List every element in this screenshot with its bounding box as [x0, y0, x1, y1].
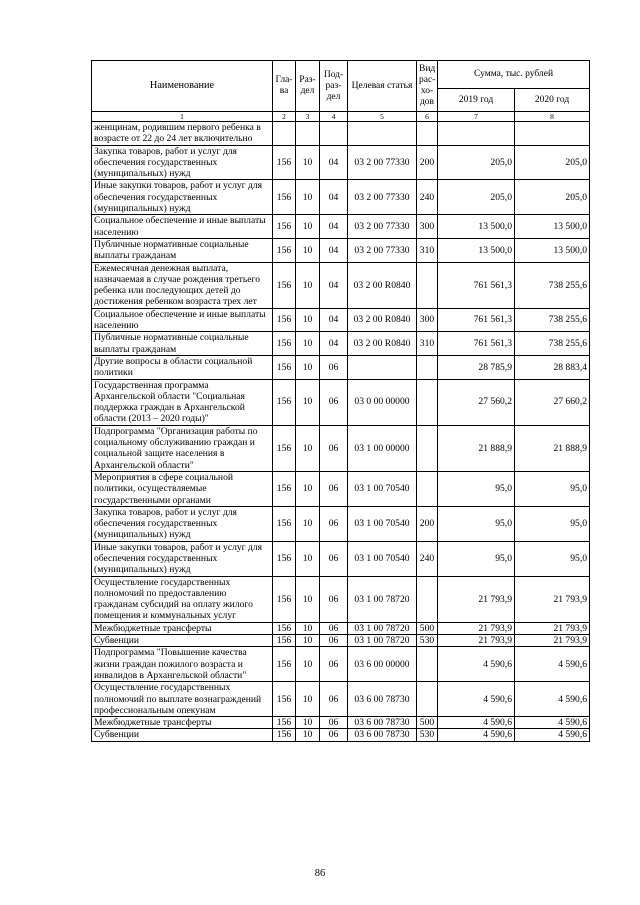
table-row	[92, 262, 590, 308]
row-razdel-cell: 10	[296, 145, 320, 180]
row-2019-cell: 4 590,6	[438, 729, 515, 741]
row-name-cell: женщинам, родившим первого ребенка в возрасте от 22 до 24 лет включительно	[92, 122, 273, 146]
row-vid-cell: 530	[417, 729, 438, 741]
row-razdel-cell	[296, 122, 320, 146]
row-podrazdel-cell: 06	[320, 576, 348, 622]
row-target-cell	[348, 122, 417, 146]
table-row	[92, 717, 590, 729]
header-podrazdel: Под-раз-дел	[320, 61, 348, 112]
row-2020-cell: 21 888,9	[515, 425, 590, 471]
row-2020-cell: 4 590,6	[515, 717, 590, 729]
row-razdel-cell: 10	[296, 622, 320, 634]
row-name-cell: Социальное обеспечение и иные выплаты населению	[92, 215, 273, 239]
row-podrazdel-cell: 06	[320, 355, 348, 379]
row-name-cell: Публичные нормативные социальные выплаты гражданам	[92, 332, 273, 356]
row-2019-cell: 761 561,3	[438, 262, 515, 308]
table-row	[92, 576, 590, 622]
row-target-cell: 03 1 00 70540	[348, 541, 417, 576]
row-target-cell: 03 1 00 70540	[348, 506, 417, 541]
row-glava-cell: 156	[273, 682, 296, 717]
header-vid: Вид рас-хо-дов	[417, 61, 438, 112]
row-vid-cell	[417, 262, 438, 308]
table-row	[92, 506, 590, 541]
row-2019-cell: 205,0	[438, 180, 515, 215]
row-2020-cell: 27 660,2	[515, 379, 590, 425]
row-2019-cell: 4 590,6	[438, 682, 515, 717]
row-2019-cell: 13 500,0	[438, 215, 515, 239]
row-glava-cell: 156	[273, 647, 296, 682]
table-row	[92, 308, 590, 332]
row-name-cell: Подпрограмма "Повышение качества жизни граждан пожилого возраста и инвалидов в Архангельской области"	[92, 647, 273, 682]
row-podrazdel-cell: 06	[320, 471, 348, 506]
row-vid-cell	[417, 425, 438, 471]
row-name-cell: Межбюджетные трансферты	[92, 717, 273, 729]
row-target-cell: 03 1 00 70540	[348, 471, 417, 506]
row-2020-cell: 738 255,6	[515, 262, 590, 308]
row-2019-cell: 21 793,9	[438, 635, 515, 647]
row-target-cell: 03 2 00 R0840	[348, 332, 417, 356]
row-2020-cell: 205,0	[515, 180, 590, 215]
row-target-cell: 03 2 00 77330	[348, 145, 417, 180]
row-target-cell: 03 6 00 78730	[348, 717, 417, 729]
row-name-cell: Социальное обеспечение и иные выплаты населению	[92, 308, 273, 332]
row-2019-cell: 4 590,6	[438, 647, 515, 682]
row-target-cell: 03 2 00 77330	[348, 180, 417, 215]
row-2020-cell: 4 590,6	[515, 647, 590, 682]
row-glava-cell: 156	[273, 729, 296, 741]
row-podrazdel-cell: 06	[320, 379, 348, 425]
row-razdel-cell: 10	[296, 425, 320, 471]
row-2020-cell: 738 255,6	[515, 332, 590, 356]
row-glava-cell: 156	[273, 145, 296, 180]
row-glava-cell: 156	[273, 332, 296, 356]
header-name: Наименование	[92, 61, 273, 112]
page-number: 86	[314, 868, 326, 879]
row-target-cell: 03 2 00 R0840	[348, 308, 417, 332]
table-row	[92, 682, 590, 717]
row-podrazdel-cell: 04	[320, 238, 348, 262]
column-number: 5	[348, 112, 417, 122]
row-podrazdel-cell: 06	[320, 541, 348, 576]
row-2020-cell: 95,0	[515, 506, 590, 541]
row-glava-cell: 156	[273, 635, 296, 647]
row-glava-cell: 156	[273, 425, 296, 471]
header-year-2020: 2020 год	[515, 89, 590, 112]
row-2020-cell: 738 255,6	[515, 308, 590, 332]
row-glava-cell: 156	[273, 308, 296, 332]
row-vid-cell	[417, 355, 438, 379]
column-number-row	[92, 112, 590, 122]
row-name-cell: Осуществление государственных полномочий по предоставлению гражданам субсидий на оплату жилого помещения и коммунальных услуг	[92, 576, 273, 622]
table-row	[92, 379, 590, 425]
row-glava-cell: 156	[273, 541, 296, 576]
row-2019-cell: 27 560,2	[438, 379, 515, 425]
row-2019-cell	[438, 122, 515, 146]
row-podrazdel-cell: 06	[320, 622, 348, 634]
row-podrazdel-cell: 04	[320, 308, 348, 332]
row-name-cell: Закупка товаров, работ и услуг для обеспечения государственных (муниципальных) нужд	[92, 145, 273, 180]
row-razdel-cell: 10	[296, 332, 320, 356]
table-row	[92, 355, 590, 379]
row-glava-cell: 156	[273, 238, 296, 262]
header-glava: Гла-ва	[273, 61, 296, 112]
row-2019-cell: 21 793,9	[438, 576, 515, 622]
row-target-cell: 03 2 00 77330	[348, 215, 417, 239]
header-razdel: Раз-дел	[296, 61, 320, 112]
row-target-cell: 03 2 00 R0840	[348, 262, 417, 308]
row-podrazdel-cell: 04	[320, 215, 348, 239]
row-name-cell: Государственная программа Архангельской области "Социальная поддержка граждан в Архангельской области (2013 – 2020 годы)"	[92, 379, 273, 425]
row-glava-cell: 156	[273, 471, 296, 506]
row-vid-cell: 240	[417, 180, 438, 215]
row-target-cell: 03 0 00 00000	[348, 379, 417, 425]
row-glava-cell: 156	[273, 180, 296, 215]
row-razdel-cell: 10	[296, 647, 320, 682]
table-row	[92, 635, 590, 647]
row-razdel-cell: 10	[296, 355, 320, 379]
row-razdel-cell: 10	[296, 308, 320, 332]
row-razdel-cell: 10	[296, 471, 320, 506]
row-razdel-cell: 10	[296, 379, 320, 425]
row-2020-cell: 4 590,6	[515, 682, 590, 717]
column-number: 8	[515, 112, 590, 122]
row-vid-cell: 300	[417, 308, 438, 332]
row-vid-cell: 500	[417, 717, 438, 729]
row-razdel-cell: 10	[296, 180, 320, 215]
row-name-cell: Иные закупки товаров, работ и услуг для обеспечения государственных (муниципальных) нужд	[92, 180, 273, 215]
row-glava-cell: 156	[273, 506, 296, 541]
row-podrazdel-cell: 04	[320, 145, 348, 180]
column-number: 6	[417, 112, 438, 122]
row-target-cell: 03 1 00 78720	[348, 635, 417, 647]
row-glava-cell: 156	[273, 717, 296, 729]
row-name-cell: Субвенции	[92, 635, 273, 647]
row-name-cell: Мероприятия в сфере социальной политики, осуществляемые государственными органами	[92, 471, 273, 506]
column-number: 2	[273, 112, 296, 122]
row-vid-cell: 240	[417, 541, 438, 576]
row-podrazdel-cell: 06	[320, 682, 348, 717]
row-2019-cell: 761 561,3	[438, 332, 515, 356]
header-sum: Сумма, тыс. рублей	[438, 61, 590, 89]
row-2019-cell: 21 793,9	[438, 622, 515, 634]
row-name-cell: Закупка товаров, работ и услуг для обеспечения государственных (муниципальных) нужд	[92, 506, 273, 541]
row-razdel-cell: 10	[296, 262, 320, 308]
row-name-cell: Межбюджетные трансферты	[92, 622, 273, 634]
row-glava-cell: 156	[273, 262, 296, 308]
row-razdel-cell: 10	[296, 635, 320, 647]
row-name-cell: Ежемесячная денежная выплата, назначаемая в случае рождения третьего ребенка или последующих детей до достижения ребенком возраста трех лет	[92, 262, 273, 308]
table-row	[92, 215, 590, 239]
row-podrazdel-cell: 06	[320, 729, 348, 741]
row-target-cell: 03 1 00 78720	[348, 576, 417, 622]
row-target-cell: 03 6 00 78730	[348, 682, 417, 717]
row-podrazdel-cell: 04	[320, 180, 348, 215]
row-target-cell: 03 6 00 78730	[348, 729, 417, 741]
row-2020-cell: 4 590,6	[515, 729, 590, 741]
row-glava-cell: 156	[273, 622, 296, 634]
budget-table	[91, 60, 590, 742]
column-number: 3	[296, 112, 320, 122]
row-razdel-cell: 10	[296, 682, 320, 717]
row-2019-cell: 761 561,3	[438, 308, 515, 332]
row-vid-cell: 530	[417, 635, 438, 647]
row-vid-cell: 200	[417, 506, 438, 541]
row-podrazdel-cell: 06	[320, 425, 348, 471]
table-row	[92, 425, 590, 471]
row-name-cell: Другие вопросы в области социальной политики	[92, 355, 273, 379]
row-name-cell: Иные закупки товаров, работ и услуг для обеспечения государственных (муниципальных) нужд	[92, 541, 273, 576]
row-razdel-cell: 10	[296, 729, 320, 741]
row-razdel-cell: 10	[296, 506, 320, 541]
row-target-cell	[348, 355, 417, 379]
row-target-cell: 03 6 00 00000	[348, 647, 417, 682]
row-2020-cell: 28 883,4	[515, 355, 590, 379]
row-target-cell: 03 1 00 00000	[348, 425, 417, 471]
row-vid-cell	[417, 576, 438, 622]
row-target-cell: 03 1 00 78720	[348, 622, 417, 634]
table-row	[92, 647, 590, 682]
row-podrazdel-cell: 06	[320, 647, 348, 682]
row-vid-cell	[417, 647, 438, 682]
row-vid-cell	[417, 122, 438, 146]
row-2019-cell: 21 888,9	[438, 425, 515, 471]
row-razdel-cell: 10	[296, 576, 320, 622]
row-name-cell: Подпрограмма "Организация работы по социальному обслуживанию граждан и социальной защите населения в Архангельской области"	[92, 425, 273, 471]
row-2020-cell: 13 500,0	[515, 238, 590, 262]
row-vid-cell: 300	[417, 215, 438, 239]
row-2019-cell: 95,0	[438, 471, 515, 506]
table-row	[92, 332, 590, 356]
table-row	[92, 122, 590, 146]
row-glava-cell: 156	[273, 215, 296, 239]
table-row	[92, 622, 590, 634]
table-row	[92, 180, 590, 215]
row-2020-cell: 95,0	[515, 471, 590, 506]
row-name-cell: Субвенции	[92, 729, 273, 741]
row-glava-cell: 156	[273, 379, 296, 425]
row-name-cell: Публичные нормативные социальные выплаты гражданам	[92, 238, 273, 262]
header-target: Целевая статья	[348, 61, 417, 112]
row-podrazdel-cell: 04	[320, 262, 348, 308]
row-razdel-cell: 10	[296, 238, 320, 262]
row-2020-cell: 205,0	[515, 145, 590, 180]
row-2020-cell	[515, 122, 590, 146]
column-number: 7	[438, 112, 515, 122]
row-podrazdel-cell: 06	[320, 635, 348, 647]
row-glava-cell	[273, 122, 296, 146]
row-name-cell: Осуществление государственных полномочий по выплате вознаграждений профессиональным опекунам	[92, 682, 273, 717]
column-number: 1	[92, 112, 273, 122]
row-podrazdel-cell	[320, 122, 348, 146]
row-razdel-cell: 10	[296, 215, 320, 239]
row-vid-cell	[417, 379, 438, 425]
row-2019-cell: 95,0	[438, 541, 515, 576]
row-vid-cell: 200	[417, 145, 438, 180]
row-razdel-cell: 10	[296, 717, 320, 729]
row-podrazdel-cell: 06	[320, 717, 348, 729]
row-2020-cell: 95,0	[515, 541, 590, 576]
table-row	[92, 541, 590, 576]
row-razdel-cell: 10	[296, 541, 320, 576]
row-2019-cell: 95,0	[438, 506, 515, 541]
row-2019-cell: 4 590,6	[438, 717, 515, 729]
table-row	[92, 145, 590, 180]
row-vid-cell	[417, 471, 438, 506]
row-2020-cell: 21 793,9	[515, 622, 590, 634]
row-target-cell: 03 2 00 77330	[348, 238, 417, 262]
row-2020-cell: 21 793,9	[515, 576, 590, 622]
row-2019-cell: 13 500,0	[438, 238, 515, 262]
row-vid-cell: 310	[417, 238, 438, 262]
row-glava-cell: 156	[273, 576, 296, 622]
table-row	[92, 729, 590, 741]
table-row	[92, 238, 590, 262]
header-year-2019: 2019 год	[438, 89, 515, 112]
row-podrazdel-cell: 04	[320, 332, 348, 356]
column-number: 4	[320, 112, 348, 122]
row-glava-cell: 156	[273, 355, 296, 379]
row-2019-cell: 28 785,9	[438, 355, 515, 379]
row-vid-cell: 310	[417, 332, 438, 356]
row-2020-cell: 13 500,0	[515, 215, 590, 239]
row-2020-cell: 21 793,9	[515, 635, 590, 647]
table-row	[92, 471, 590, 506]
row-vid-cell: 500	[417, 622, 438, 634]
row-podrazdel-cell: 06	[320, 506, 348, 541]
row-2019-cell: 205,0	[438, 145, 515, 180]
row-vid-cell	[417, 682, 438, 717]
